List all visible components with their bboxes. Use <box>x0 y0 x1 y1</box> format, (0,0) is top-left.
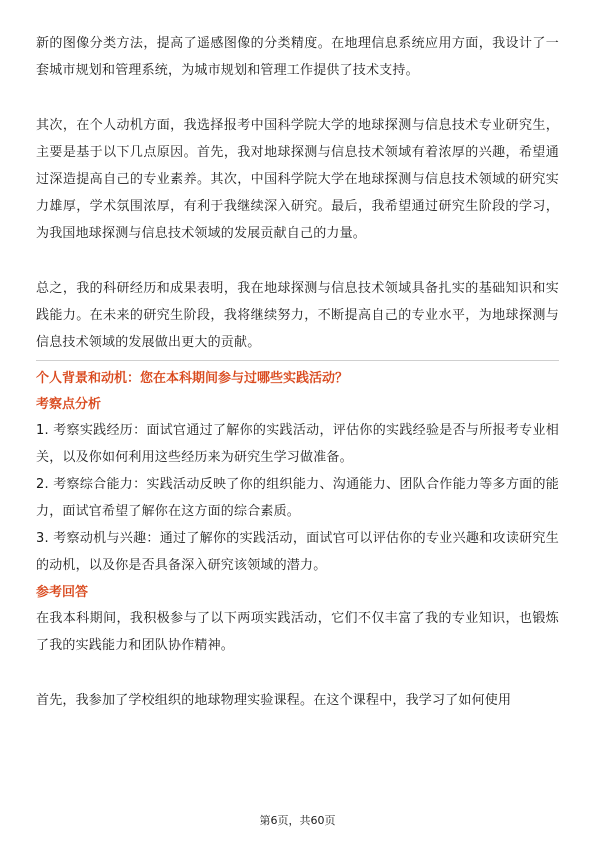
paragraph-gap <box>36 247 559 275</box>
reference-heading: 参考回答 <box>36 585 89 600</box>
page-number: 第6页，共60页 <box>259 814 336 827</box>
reference-paragraph: 在我本科期间，我积极参与了以下两项实践活动，它们不仅丰富了我的专业知识，也锻炼了我的实践能力和团队协作精神。 <box>36 611 559 653</box>
analysis-item: 1. 考察实践经历：面试官通过了解你的实践活动，评估你的实践经验是否与所报考专业相关，以及你如何利用这些经历来为研究生学习做准备。 <box>36 423 559 465</box>
question-heading: 个人背景和动机：您在本科期间参与过哪些实践活动？ <box>36 371 349 386</box>
analysis-item: 3. 考察动机与兴趣：通过了解你的实践活动，面试官可以评估你的专业兴趣和攻读研究生的动机，以及你是否具备深入研究该领域的潜力。 <box>36 531 559 573</box>
summary-paragraph: 总之，我的科研经历和成果表明，我在地球探测与信息技术领域具备扎实的基础知识和实践能力。在未来的研究生阶段，我将继续努力，不断提高自己的专业水平，为地球探测与信息技术领域的发展做出更大的贡献。 <box>36 281 559 350</box>
analysis-item: 2. 考察综合能力：实践活动反映了你的组织能力、沟通能力、团队合作能力等多方面的能力，面试官希望了解你在这方面的综合素质。 <box>36 477 559 519</box>
motivation-paragraph: 其次，在个人动机方面，我选择报考中国科学院大学的地球探测与信息技术专业研究生，主要是基于以下几点原因。首先，我对地球探测与信息技术领域有着浓厚的兴趣，希望通过深造提高自己的专业素养。其次，中国科学院大学在地球探测与信息技术领域的研究实力雄厚，学术氛围浓厚，有利于我继续深入研究。最后，我希望通过研究生阶段的学习，为我国地球探测与信息技术领域的发展贡献自己的力量。 <box>36 118 559 241</box>
section-divider <box>36 360 559 361</box>
reference-paragraph: 首先，我参加了学校组织的地球物理实验课程。在这个课程中，我学习了如何使用 <box>36 693 512 708</box>
intro-paragraph: 新的图像分类方法，提高了遥感图像的分类精度。在地理信息系统应用方面，我设计了一套城市规划和管理系统，为城市规划和管理工作提供了技术支持。 <box>36 36 559 78</box>
paragraph-gap <box>36 84 559 112</box>
paragraph-gap <box>36 659 559 687</box>
analysis-heading: 考察点分析 <box>36 397 102 412</box>
page-content <box>36 30 559 714</box>
